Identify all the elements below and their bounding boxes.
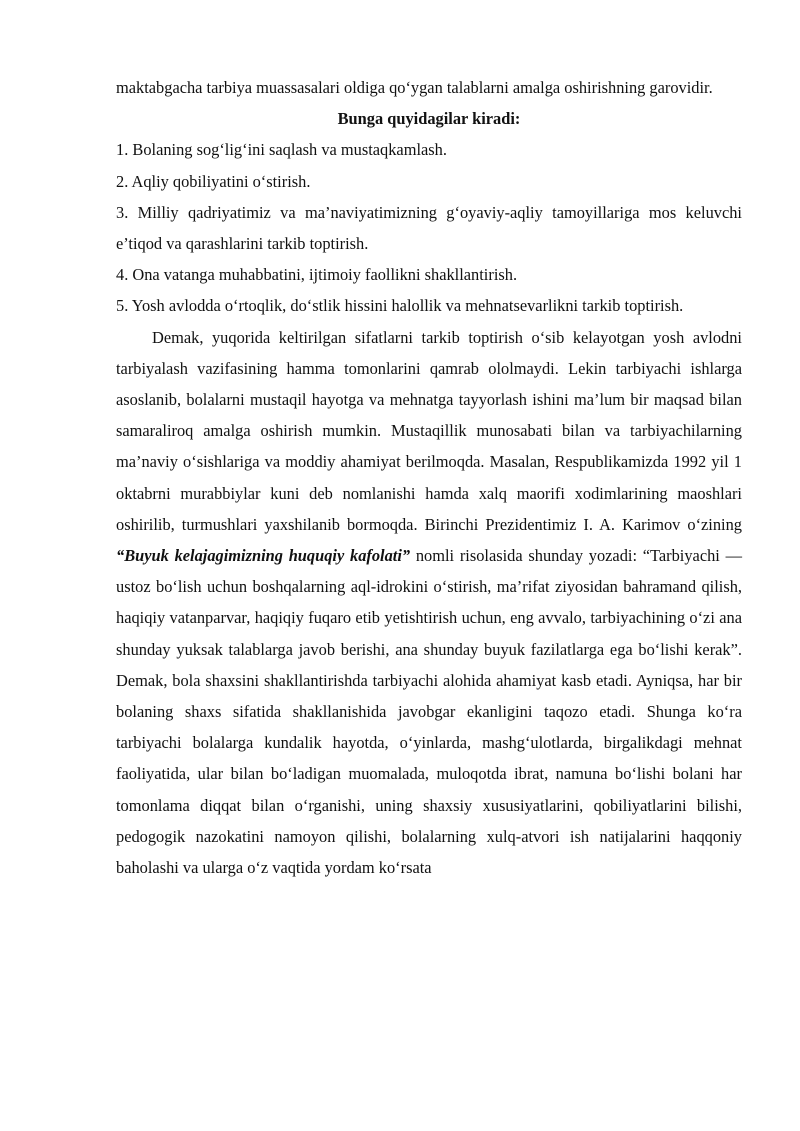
list-item-1: 1. Bolaning sog‘lig‘ini saqlash va mustaqkamlash. <box>116 140 447 160</box>
document-page <box>116 72 742 883</box>
list-item-5: 5. Yosh avlodda o‘rtoqlik, do‘stlik hissini halollik va mehnatsevarlikni tarkib toptirish. <box>116 296 684 316</box>
main-paragraph-text-start: Demak, yuqorida keltirilgan sifatlarni tarkib toptirish o‘sib kelayotgan yosh avlodni tarbiyalash vazifasining hamma tomonlarini qamrab ololmaydi. Lekin tarbiyachi ishlarga asoslanib, bolalarni mustaqil hayotga va mehnatga tayyorlash ishini ma’lum bir maqsad bilan samaraliroq amalga oshirish mumkin. Mustaqillik munosabati bilan va tarbiyachilarning ma’naviy o‘sishlariga va moddiy ahamiyat berilmoqda. Masalan, Respublikamizda 1992 yil 1 oktabrni murabbiylar kuni deb nomlanishi hamda xalq maorifi xodimlarining maoshlari oshirilib, turmushlari yaxshilanib bormoqda. Birinchi Prezidentimiz I. A. Karimov o‘zining <box>116 327 742 534</box>
section-heading: Bunga quyidagilar kiradi: <box>337 109 521 129</box>
list-item-2: 2. Aqliy qobiliyatini o‘stirish. <box>116 171 311 191</box>
list-item-3: 3. Milliy qadriyatimiz va ma’naviyatimizning g‘oyaviy-aqliy tamoyillariga mos keluvchi e’tiqod va qarashlarini tarkib toptirish. <box>116 202 742 254</box>
intro-paragraph: maktabgacha tarbiya muassasalari oldiga qo‘ygan talablarni amalga oshirishning garovidir. <box>116 78 713 97</box>
main-paragraph-text-end: nomli risolasida shunday yozadi: “Tarbiyachi — ustoz bo‘lish uchun boshqalarning aql-idrokini o‘stirish, ma’rifat ziyosidan bahramand qilish, haqiqiy vatanparvar, haqiqiy fuqaro etib yetishtirish uchun, eng avvalo, tarbiyachining o‘zi ana shunday yuksak talablarga javob berishi, ana shunday buyuk fazilatlarga ega bo‘lishi kerak”. Demak, bola shaxsini shakllantirishda tarbiyachi alohida ahamiyat kasb etadi. Ayniqsa, har bir bolaning shaxs sifatida shakllanishida javobgar ekanligini taqozo etadi. Shunga ko‘ra tarbiyachi bolalarga kundalik hayotda, o‘yinlarda, mashg‘ulotlarda, birgalikdagi mehnat faoliyatida, ular bilan bo‘ladigan muomalada, muloqotda ibrat, namuna bo‘lishi bolani har tomonlama diqqat bilan o‘rganishi, uning shaxsiy xususiyatlarini, qobiliyatlarini bilishi, pedogogik nazokatini namoyon qilishi, bolalarning xulq-atvori ish natijalarini haqqoniy baholashi va ularga o‘z vaqtida yordam ko‘rsata <box>116 546 742 878</box>
book-title-emphasis: “Buyuk kelajagimizning huquqiy kafolati” <box>116 546 411 566</box>
list-item-4: 4. Ona vatanga muhabbatini, ijtimoiy faollikni shakllantirish. <box>116 265 518 285</box>
main-paragraph <box>116 322 742 884</box>
